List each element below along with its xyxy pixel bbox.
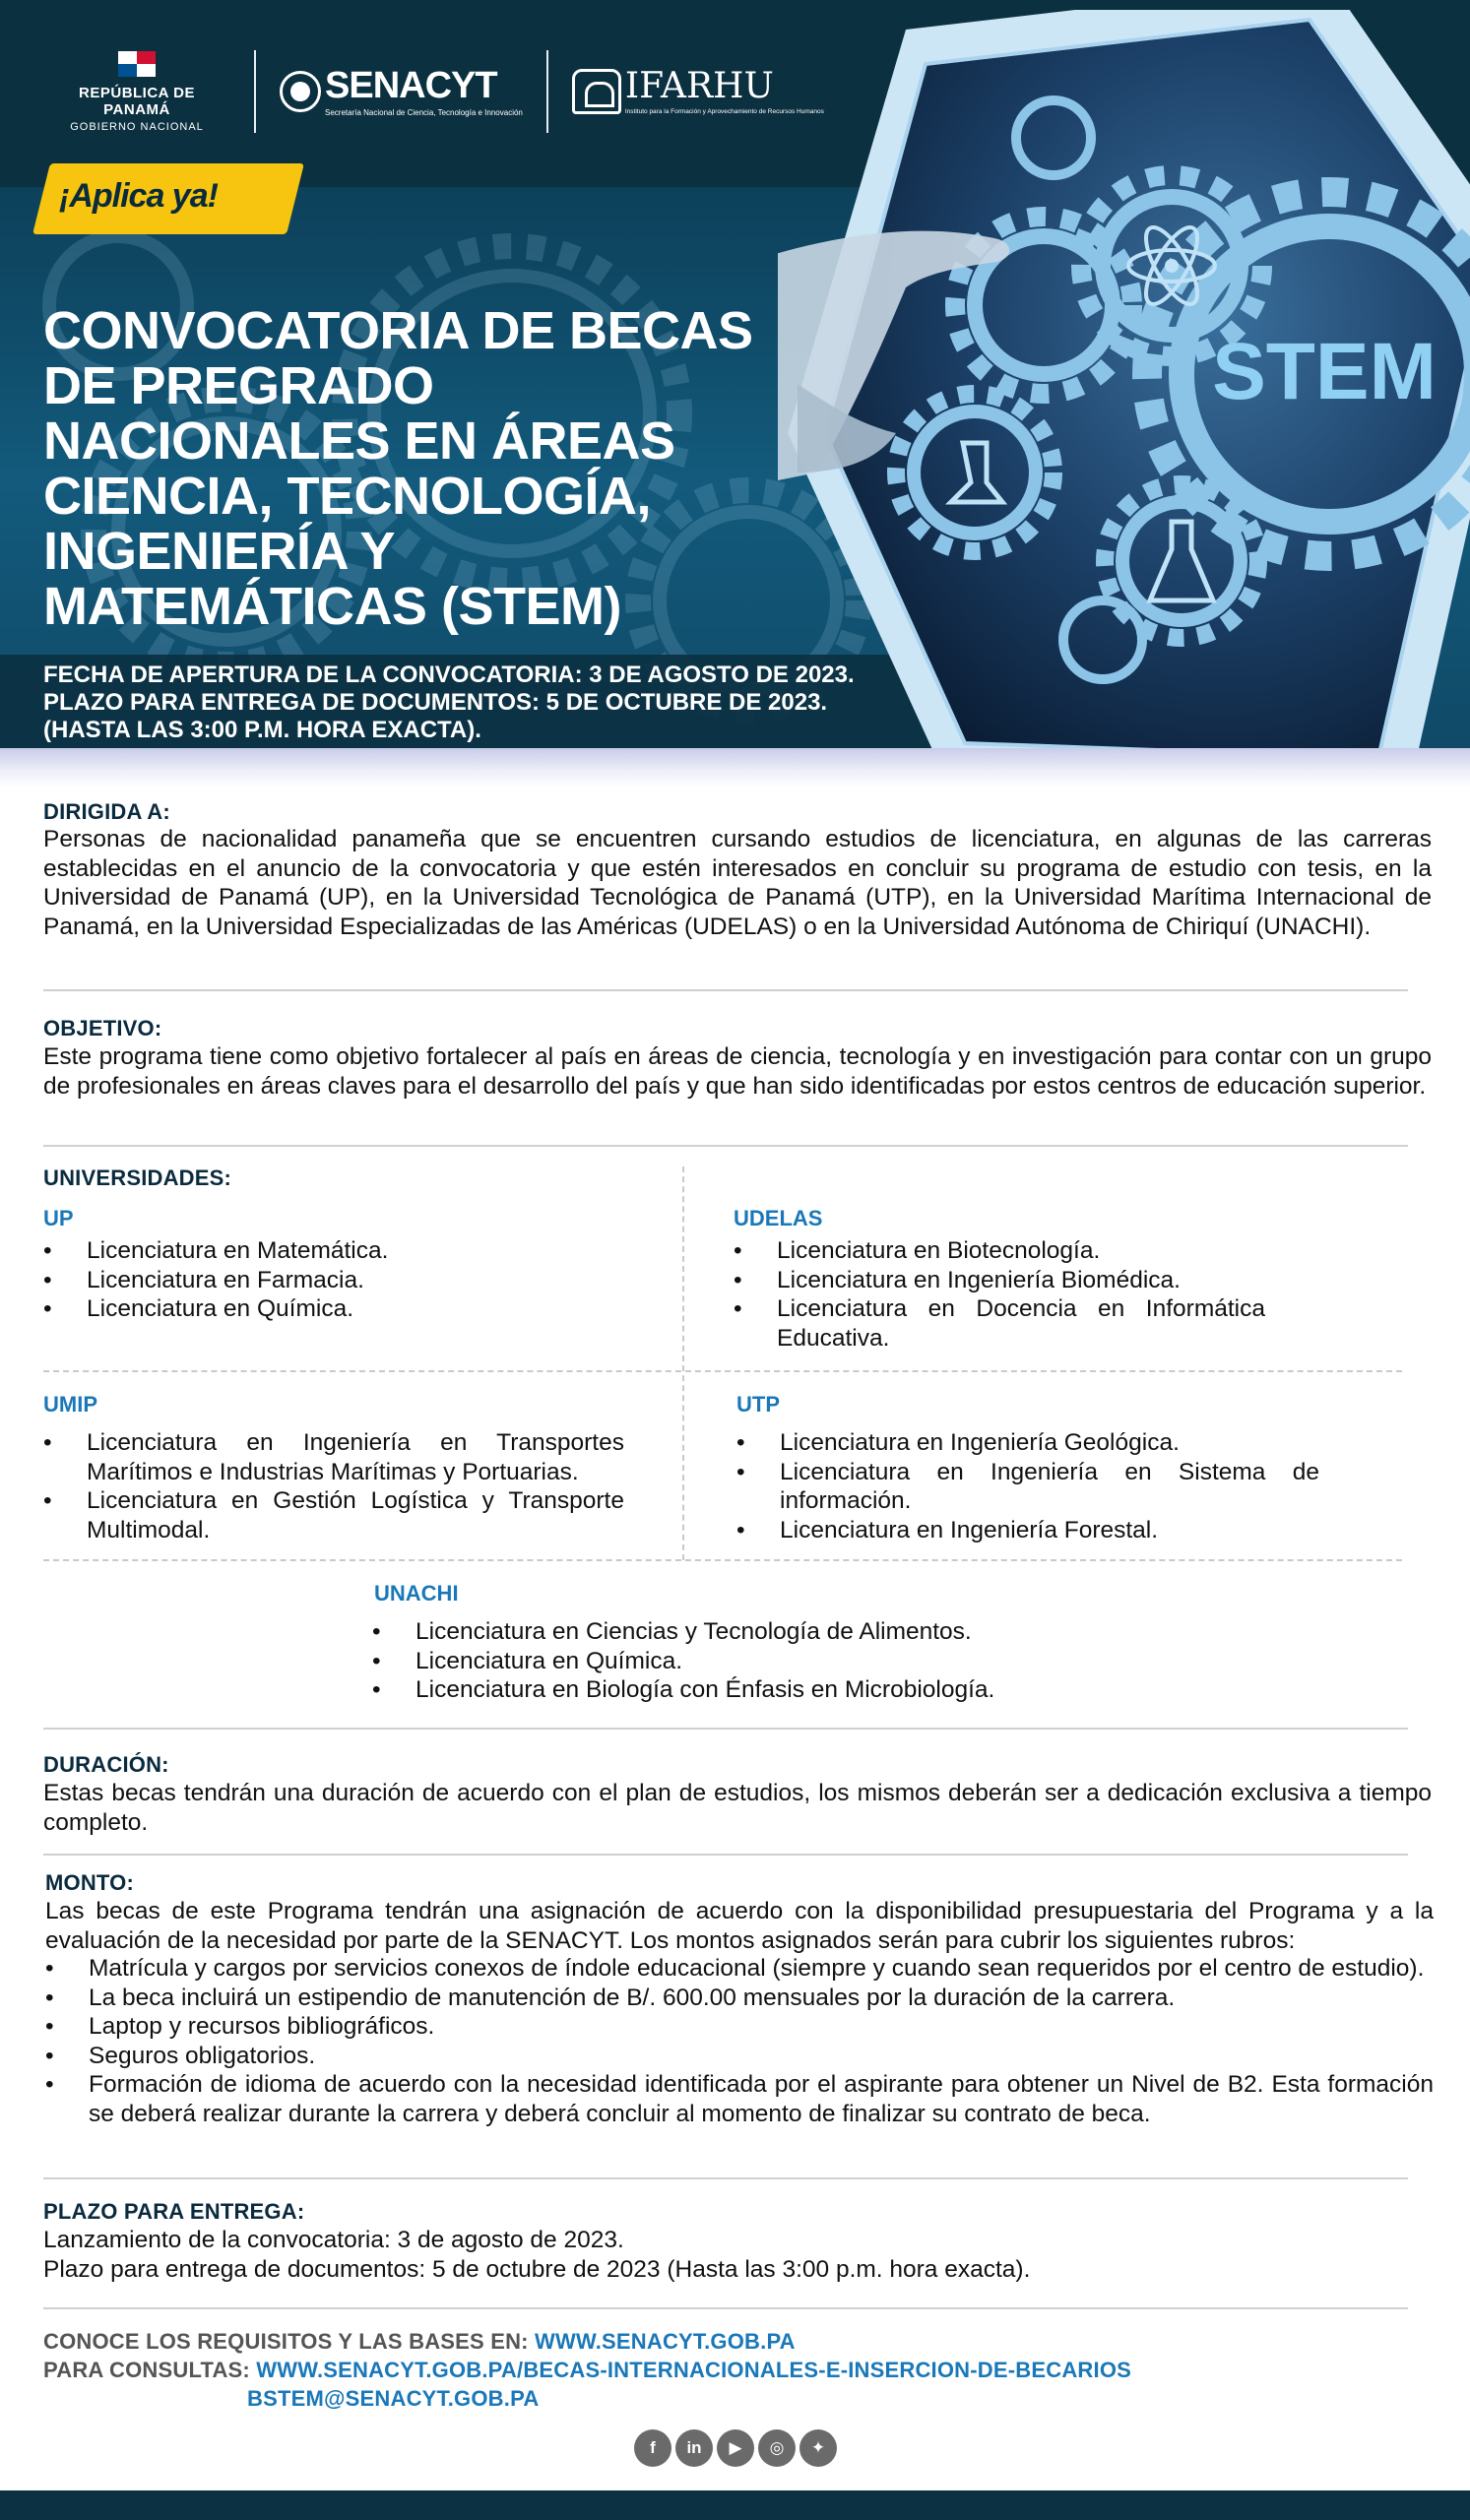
dirigida-heading: DIRIGIDA A: [43,799,170,824]
list-item: • Licenciatura en Química. [43,1294,634,1324]
divider [43,1728,1408,1730]
divider [43,2307,1408,2309]
list-item: • Matrícula y cargos por servicios conexos de índole educacional (siempre y cuando sean requeridos por el centro de estudio). [45,1954,1434,1984]
hero-fade [0,748,1470,788]
list-item: • Licenciatura en Ingeniería Biomédica. [734,1266,1265,1295]
email-line [247,2386,539,2412]
list-item: • Licenciatura en Docencia en Informática Educativa. [734,1294,1265,1353]
social-icons [634,2429,841,2467]
list-item: • Seguros obligatorios. [45,2042,1434,2071]
logos [43,47,824,136]
linkedin-icon[interactable]: in [675,2429,713,2467]
requisitos-link[interactable]: WWW.SENACYT.GOB.PA [535,2329,796,2354]
unachi-list [372,1617,1120,1705]
universities-horizontal-divider [43,1559,1402,1561]
objetivo-heading: OBJETIVO: [43,1016,162,1040]
deadline-time: (HASTA LAS 3:00 P.M. HORA EXACTA). [43,717,481,743]
consultas-label: PARA CONSULTAS: [43,2358,250,2382]
monto-text: Las becas de este Programa tendrán una asignación de acuerdo con la disponibilidad presupuestaria del Programa y a la evaluación de la necesidad por parte de la SENACYT. Los montos asignados serán para cubrir los siguientes rubros: [45,1898,1434,1954]
logo-republica-text: REPÚBLICA DE PANAMÁ [79,84,195,118]
panama-flag-icon [118,51,156,77]
udelas-list [734,1236,1265,1353]
republica-panama-logo [43,51,230,133]
list-item: • Licenciatura en Gestión Logística y Transporte Multimodal. [43,1486,624,1544]
list-item: • Licenciatura en Biotecnología. [734,1236,1265,1266]
youtube-icon[interactable]: ▶ [717,2429,754,2467]
duracion-text: Estas becas tendrán una duración de acuerdo con el plan de estudios, los mismos deberán ser a dedicación exclusiva a tiempo completo. [43,1780,1432,1836]
divider [43,989,1408,991]
objetivo-text: Este programa tiene como objetivo fortalecer al país en áreas de ciencia, tecnología y en investigación para contar con un grupo de profesionales en áreas claves para el desarrollo del país y que han sido identificadas por estos centros de educación superior. [43,1043,1432,1100]
senacyt-logo [280,64,523,117]
instagram-icon[interactable]: ◎ [758,2429,796,2467]
plazo-line-deadline: Plazo para entrega de documentos: 5 de octubre de 2023 (Hasta las 3:00 p.m. hora exacta). [43,2255,1031,2283]
up-list [43,1236,634,1324]
page-title: CONVOCATORIA DE BECAS DE PREGRADO NACIONALES EN ÁREAS CIENCIA, TECNOLOGÍA, INGENIERÍA Y MATEMÁTICAS (STEM) [43,301,753,636]
list-item: • Formación de idioma de acuerdo con la necesidad identificada por el aspirante para obtener un Nivel de B2. Esta formación se deberá realizar durante la carrera y deberá concluir al momento de finalizar su contrato de beca. [45,2070,1434,2128]
plazo-heading: PLAZO PARA ENTREGA: [43,2199,305,2224]
monto-heading: MONTO: [45,1870,135,1895]
deadline-date: PLAZO PARA ENTREGA DE DOCUMENTOS: 5 DE OCTUBRE DE 2023. [43,689,828,716]
umip-heading: UMIP [43,1392,97,1417]
ifarhu-subtitle: Instituto para la Formación y Aprovechamiento de Recursos Humanos [624,107,824,115]
udelas-heading: UDELAS [734,1206,823,1230]
aplica-badge-text: ¡Aplica ya! [59,177,218,215]
list-item: • Licenciatura en Ingeniería Geológica. [736,1428,1319,1458]
email-link[interactable]: BSTEM@SENACYT.GOB.PA [247,2386,540,2411]
universities-horizontal-divider [43,1370,1402,1372]
utp-heading: UTP [736,1392,780,1417]
logo-divider [254,50,256,133]
unachi-heading: UNACHI [374,1581,459,1606]
divider [43,2177,1408,2179]
stem-image [778,10,1470,778]
list-item: • Licenciatura en Ciencias y Tecnología de Alimentos. [372,1617,1120,1647]
senacyt-name: SENACYT [325,64,497,106]
umip-list [43,1428,624,1544]
hero-banner [0,0,1470,778]
list-item: • Licenciatura en Ingeniería en Sistema de información. [736,1458,1319,1516]
list-item: • Licenciatura en Ingeniería en Transportes Marítimos e Industrias Marítimas y Portuarias. [43,1428,624,1486]
divider [43,1145,1408,1147]
list-item: • Licenciatura en Matemática. [43,1236,634,1266]
ifarhu-mark-icon [572,69,621,114]
consultas-link[interactable]: WWW.SENACYT.GOB.PA/BECAS-INTERNACIONALES-E-INSERCION-DE-BECARIOS [256,2358,1132,2382]
list-item: • Licenciatura en Química. [372,1647,1120,1676]
universities-vertical-divider [682,1166,684,1560]
divider [43,1854,1408,1856]
duracion-heading: DURACIÓN: [43,1752,169,1777]
list-item: • Licenciatura en Ingeniería Forestal. [736,1516,1319,1545]
senacyt-subtitle: Secretaría Nacional de Ciencia, Tecnología e Innovación [325,107,523,117]
stem-label: STEM [1212,327,1437,416]
up-heading: UP [43,1206,74,1230]
footer-bar [0,2490,1470,2520]
universidades-heading: UNIVERSIDADES: [43,1166,232,1190]
twitter-icon[interactable]: ✦ [799,2429,837,2467]
logo-gobierno-text: GOBIERNO NACIONAL [70,120,204,133]
plazo-line-launch: Lanzamiento de la convocatoria: 3 de agosto de 2023. [43,2227,624,2253]
consultas-line [43,2358,1131,2383]
utp-list [736,1428,1319,1544]
requisitos-label: CONOCE LOS REQUISITOS Y LAS BASES EN: [43,2329,529,2354]
dirigida-text: Personas de nacionalidad panameña que se encuentren cursando estudios de licenciatura, en algunas de las carreras establecidas en el anuncio de la convocatoria y que estén interesados en concluir su programa de estudio con tesis, en la Universidad de Panamá (UP), en la Universidad Tecnológica de Panamá (UTP), en la Universidad Marítima Internacional de Panamá, en la Universidad Especializadas de las Américas (UDELAS) o en la Universidad Autónoma de Chiriquí (UNACHI). [43,826,1432,940]
list-item: • Laptop y recursos bibliográficos. [45,2012,1434,2042]
facebook-icon[interactable]: f [634,2429,671,2467]
list-item: • Licenciatura en Farmacia. [43,1266,634,1295]
monto-list [45,1954,1434,2128]
list-item: • Licenciatura en Biología con Énfasis en Microbiología. [372,1675,1120,1705]
plazo-text [43,2226,1432,2284]
list-item: • La beca incluirá un estipendio de manutención de B/. 600.00 mensuales por la duración de la carrera. [45,1984,1434,2013]
ifarhu-name: IFARHU [624,65,774,106]
logo-divider [546,50,548,133]
requisitos-line [43,2329,796,2355]
opening-date: FECHA DE APERTURA DE LA CONVOCATORIA: 3 DE AGOSTO DE 2023. [43,662,855,688]
senacyt-mark-icon [280,71,321,112]
